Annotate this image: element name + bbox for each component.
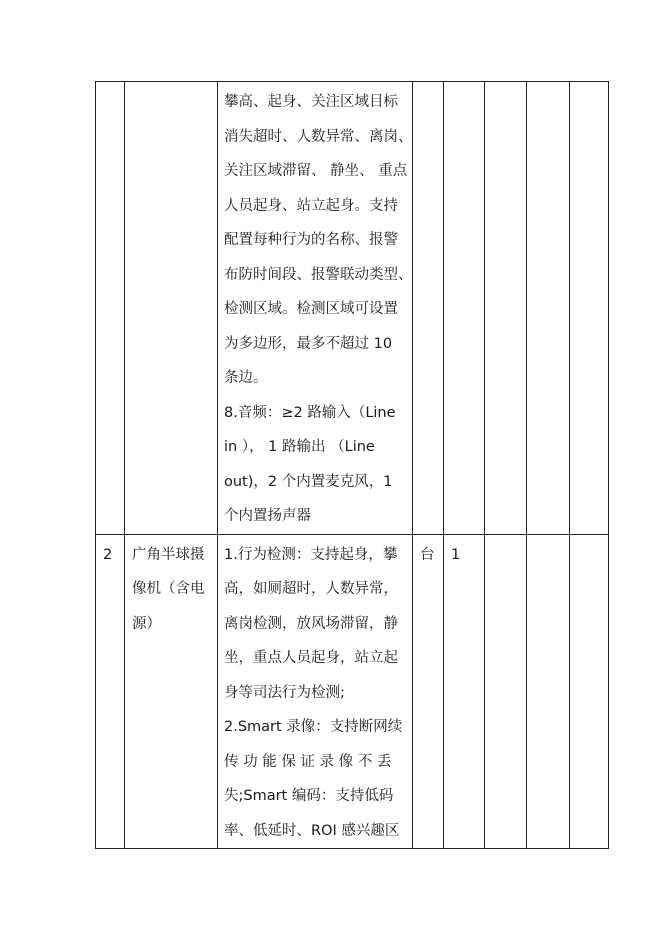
quantity-cell: 1: [444, 534, 485, 849]
empty-cell: [570, 534, 609, 849]
description-line: 人员起身、站立起身。支持: [224, 197, 398, 214]
description-line: 为多边形，最多不超过 10: [224, 335, 393, 352]
description-line: 攀高、起身、关注区域目标: [224, 94, 398, 110]
description-line: 失;Smart 编码：支持低码: [224, 788, 394, 804]
item-name-cell: [125, 534, 218, 849]
quantity-cell: [444, 82, 485, 535]
description-line: 检测区域。检测区域可设置: [224, 301, 398, 317]
description-cell: [218, 534, 413, 849]
row-number-cell: [96, 82, 125, 535]
description-line: 身等司法行为检测;: [224, 684, 345, 701]
description-text: [218, 535, 412, 849]
table-row: [96, 82, 609, 535]
description-line: 8.音频：≥2 路输入（Line: [224, 404, 396, 421]
item-name-cell: [125, 82, 218, 535]
description-line: 离岗检测，放风场滞留，静: [224, 615, 398, 632]
spec-table: [95, 81, 609, 849]
description-line: 个内置扬声器: [224, 508, 311, 524]
empty-cell: [570, 82, 609, 535]
empty-cell: [527, 534, 570, 849]
description-line: 传 功 能 保 证 录 像 不 丢: [224, 753, 392, 770]
description-line: out)，2 个内置麦克风，1: [224, 473, 393, 490]
empty-cell: [485, 534, 527, 849]
description-text: [218, 82, 412, 534]
description-line: 布防时间段、报警联动类型、: [224, 266, 413, 283]
description-line: 1.行为检测：支持起身，攀: [224, 546, 398, 563]
description-line: 率、低延时、ROI 感兴趣区: [224, 822, 400, 839]
item-name-line: 像机（含电: [132, 581, 205, 597]
description-cell: [218, 82, 413, 535]
row-number-cell: 2: [96, 534, 125, 849]
description-line: 高，如厕超时，人数异常，: [224, 581, 398, 597]
unit-cell: [413, 82, 444, 535]
item-name-line: 源）: [132, 615, 161, 632]
description-line: in ）， 1 路输出 （Line: [224, 439, 375, 455]
unit-cell: 台: [413, 534, 444, 849]
description-line: 配置每种行为的名称、报警: [224, 232, 398, 248]
description-line: 2.Smart 录像：支持断网续: [224, 719, 403, 735]
description-line: 条边。: [224, 370, 268, 386]
table-row: [96, 534, 609, 849]
description-line: 关注区域滞留、 静坐、 重点: [224, 163, 408, 179]
description-line: 消失超时、人数异常、离岗、: [224, 128, 413, 145]
empty-cell: [485, 82, 527, 535]
item-name-text: [125, 535, 217, 642]
item-name-line: 广角半球摄: [132, 546, 205, 563]
empty-cell: [527, 82, 570, 535]
description-line: 坐，重点人员起身，站立起: [224, 650, 398, 666]
